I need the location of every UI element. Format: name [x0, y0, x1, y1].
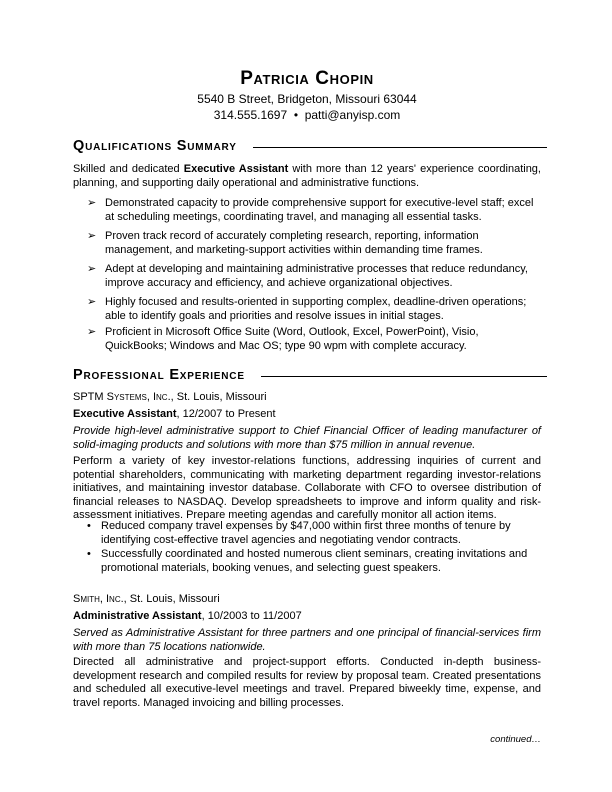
arrow-bullet-icon: ➢: [87, 230, 97, 242]
qualifications-heading: [73, 138, 547, 154]
job-summary: Provide high-level administrative support to Chief Financial Officer of leading manufacturer of solid-imaging products and solutions with more than $75 million in annual revenue.: [73, 425, 541, 451]
arrow-bullet-icon: ➢: [87, 263, 97, 275]
role-line: [73, 408, 276, 420]
phone: 314.555.1697: [213, 108, 288, 122]
job-summary: Served as Administrative Assistant for three partners and one principal of financial-services firm with more than 75 locations nationwide.: [73, 627, 541, 653]
list-item: ➢ Highly focused and results-oriented in supporting complex, deadline-driven operations; able to identify goals and priorities and resolve issues in initial stages.: [87, 296, 527, 322]
experience-heading: [73, 367, 547, 383]
qualifications-intro: Skilled and dedicated Executive Assistant with more than 12 years' experience coordinating, planning, and supporting daily operational and administrative functions.: [73, 163, 541, 189]
section-title: Professional Experience: [73, 367, 245, 383]
section-title: Qualifications Summary: [73, 138, 237, 154]
qualification-list: [87, 263, 541, 290]
bullet-icon: •: [87, 520, 91, 532]
job-description: Directed all administrative and project-support efforts. Conducted in-depth business-development research and compiled results for review by proposal team. Created presentations and scheduled all executive-level meetings and travel. Prepared biweekly time, expense, and travel reports. Managed invoicing and billing processes.: [73, 656, 541, 709]
company-location: , St. Louis, Missouri: [123, 593, 220, 605]
company-name: SPTM Systems, Inc.: [73, 391, 171, 403]
list-item: ➢ Adept at developing and maintaining administrative processes that reduce redundancy, improve accuracy and efficiency, and achieve organizational objectives.: [87, 263, 528, 289]
arrow-bullet-icon: ➢: [87, 197, 97, 209]
company-location: , St. Louis, Missouri: [170, 391, 267, 403]
role-line: [73, 610, 302, 622]
list-item: ➢ Demonstrated capacity to provide comprehensive support for executive-level staff; excel at scheduling meetings, coordinating travel, and managing all essential tasks.: [87, 197, 534, 223]
qualification-list: [87, 326, 541, 353]
separator-bullet: •: [293, 108, 299, 122]
role-title: Executive Assistant: [73, 408, 177, 420]
intro-highlight: Executive Assistant: [183, 163, 289, 175]
list-item: • Successfully coordinated and hosted numerous client seminars, creating invitations and promotional materials, booking venues, and selecting guest speakers.: [87, 548, 528, 574]
role-dates: , 10/2003 to 11/2007: [201, 610, 302, 622]
list-item: • Reduced company travel expenses by $47,000 within first three months of tenure by identifying cost-effective travel agencies and negotiating vendor contracts.: [87, 520, 511, 546]
arrow-bullet-icon: ➢: [87, 326, 97, 338]
qualification-list: [87, 230, 541, 257]
job-description: Perform a variety of key investor-relations functions, addressing inquiries of current and potential shareholders, communicating with marketing department regarding investor-relations initiatives, and maintaining investor database. Collaborate with CFO to oversee distribution of financial releases to NASDAQ. Develop spreadsheets to improve and inform quality and risk-assessment initiatives. Prepare meeting agendas and carefully monitor all action items.: [73, 455, 541, 521]
achievement-list: [87, 520, 541, 547]
achievement-list: [87, 548, 541, 575]
company-line: [73, 593, 220, 605]
list-item: ➢ Proficient in Microsoft Office Suite (Word, Outlook, Excel, PowerPoint), Visio, QuickBooks; Windows and Mac OS; type 90 wpm with complete accuracy.: [87, 326, 479, 352]
company-line: [73, 391, 267, 403]
company-name: Smith, Inc.: [73, 593, 124, 605]
section-rule: [253, 147, 547, 148]
role-title: Administrative Assistant: [73, 610, 202, 622]
section-rule: [261, 376, 547, 377]
qualification-list: [87, 296, 541, 323]
address: 5540 B Street, Bridgeton, Missouri 63044: [197, 92, 417, 106]
email: patti@anyisp.com: [304, 108, 401, 122]
qualification-list: [87, 197, 541, 224]
role-dates: , 12/2007 to Present: [176, 408, 276, 420]
continued-note: continued…: [490, 734, 541, 745]
arrow-bullet-icon: ➢: [87, 296, 97, 308]
bullet-icon: •: [87, 548, 91, 560]
candidate-name: Patricia Chopin: [240, 68, 374, 89]
contact-line: [73, 108, 541, 122]
list-item: ➢ Proven track record of accurately completing research, reporting, information management, and marketing-support activities within demanding time frames.: [87, 230, 483, 256]
